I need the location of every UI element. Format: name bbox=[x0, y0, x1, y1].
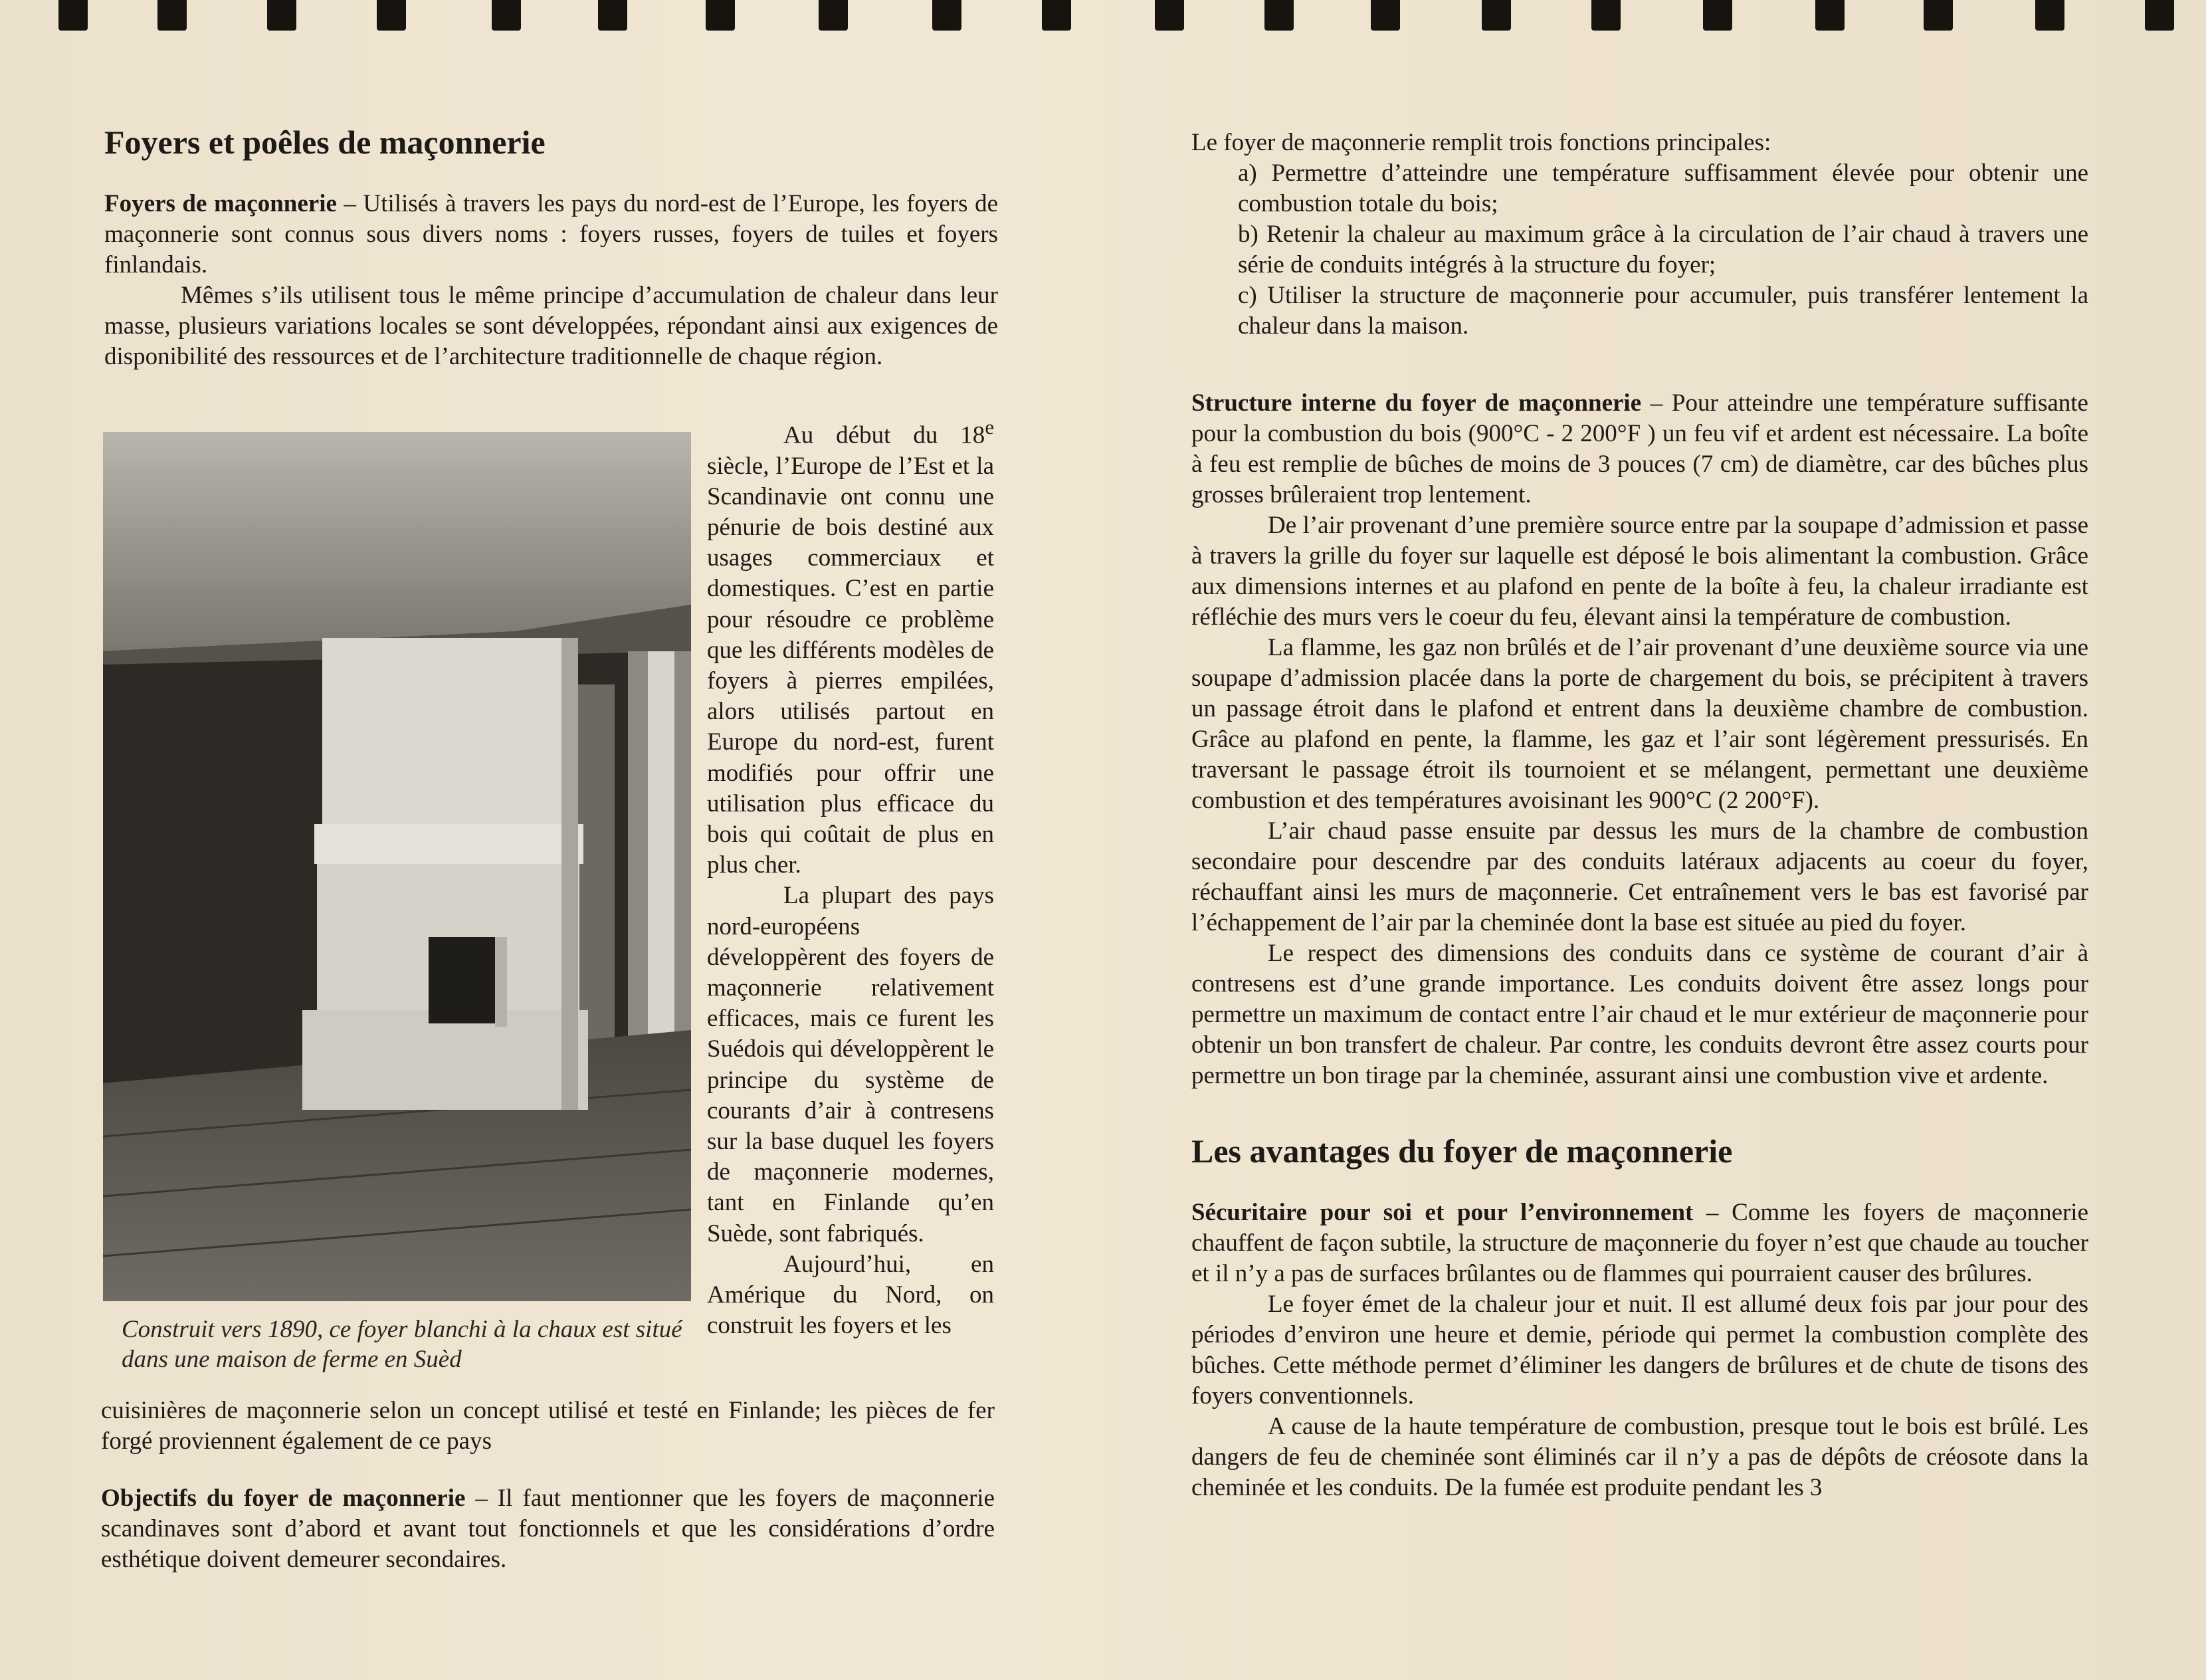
photo-caption: Construit vers 1890, ce foyer blanchi à la chaux est situé dans une maison de ferme en Suèd bbox=[122, 1316, 682, 1373]
list-item: c) Utiliser la structure de maçonnerie pour accumuler, puis transférer lentement la chaleur dans la maison. bbox=[1238, 282, 2088, 340]
section-heading: Objectifs du foyer de maçonnerie bbox=[101, 1485, 466, 1512]
binding-ring bbox=[1815, 0, 1845, 31]
binding-ring bbox=[706, 0, 735, 31]
paragraph: Le respect des dimensions des conduits dans ce système de courant d’air à contresens est d’une grande importance. Les conduits doivent être assez longs pour permettre un maximum de contact entre l’air chaud et le mur extérieur de maçonnerie pour obtenir un bon transfert de chaleur. Par contre, les conduits devront être assez courts pour permettre un bon tirage par la cheminée, assurant ainsi une combustion vive et ardente. bbox=[1191, 940, 2088, 1089]
fireplace-photo bbox=[103, 432, 691, 1301]
paragraph: La plupart des pays nord-européens développèrent des foyers de maçonnerie relativement efficaces, mais ce furent les Suédois qui développèrent le principe du système de courants d’air à contresens sur la base duquel les foyers de maçonnerie modernes, tant en Finlande qu’en Suède, sont fabriqués. bbox=[707, 882, 994, 1247]
side-column bbox=[707, 412, 994, 1341]
left-top-column bbox=[104, 122, 998, 372]
page-title: Foyers et poêles de maçonnerie bbox=[104, 124, 546, 161]
paragraph: Mêmes s’ils utilisent tous le même principe d’accumulation de chaleur dans leur masse, plusieurs variations locales se sont développées, répondant ainsi aux exigences de disponibilité des ressources et de l’architecture traditionnelle de chaque région. bbox=[104, 282, 998, 370]
right-column bbox=[1191, 128, 2088, 1503]
list-item: b) Retenir la chaleur au maximum grâce à la circulation de l’air chaud à travers une série de conduits intégrés à la structure du foyer; bbox=[1238, 221, 2088, 278]
binding-ring bbox=[932, 0, 961, 31]
binding-ring bbox=[2035, 0, 2064, 31]
spiral-binding bbox=[0, 0, 2206, 40]
left-bottom-column bbox=[101, 1396, 995, 1575]
binding-ring bbox=[492, 0, 521, 31]
paragraph: Le foyer de maçonnerie remplit trois fonctions principales: bbox=[1191, 129, 1771, 156]
section-heading: Structure interne du foyer de maçonnerie bbox=[1191, 389, 1642, 417]
paragraph: Foyers de maçonnerie – Utilisés à travers les pays du nord-est de l’Europe, les foyers de maçonnerie sont connus sous divers noms : foyers russes, foyers de tuiles et foyers finlandais. bbox=[104, 190, 999, 278]
binding-ring bbox=[1371, 0, 1400, 31]
paragraph: Sécuritaire pour soi et pour l’environnement – Comme les foyers de maçonnerie chauffent de façon subtile, la structure de maçonnerie du foyer n’est que chaude au toucher et il n’y a pas de surfaces brûlantes ou de flammes qui pourraient causer des brûlures. bbox=[1191, 1199, 2089, 1287]
section-heading: Sécuritaire pour soi et pour l’environnement bbox=[1191, 1199, 1694, 1226]
section-title: Les avantages du foyer de maçonnerie bbox=[1191, 1132, 1733, 1170]
binding-ring bbox=[1482, 0, 1511, 31]
binding-ring bbox=[1703, 0, 1732, 31]
paragraph: De l’air provenant d’une première source entre par la soupape d’admission et passe à travers la grille du foyer sur laquelle est déposé le bois alimentant la combustion. Grâce aux dimensions internes et au plafond en pente de la boîte à feu, la chaleur irradiante est réfléchie des murs vers le coeur du feu, élevant ainsi la température de combustion. bbox=[1191, 512, 2088, 631]
paragraph: cuisinières de maçonnerie selon un concept utilisé et testé en Finlande; les pièces de fer forgé proviennent également de ce pays bbox=[101, 1397, 995, 1455]
paragraph: L’air chaud passe ensuite par dessus les murs de la chambre de combustion secondaire pour descendre par des conduits latéraux adjacents au coeur du foyer, réchauffant ainsi les murs de maçonnerie. Cet entraînement vers le bas est favorisé par l’échappement de l’air par la cheminée dont la base est située au pied du foyer. bbox=[1191, 817, 2088, 936]
binding-ring bbox=[157, 0, 187, 31]
binding-ring bbox=[1924, 0, 1953, 31]
binding-ring bbox=[58, 0, 88, 31]
binding-ring bbox=[598, 0, 627, 31]
paragraph: Au début du 18e siècle, l’Europe de l’Est et la Scandinavie ont connu une pénurie de bois destiné aux usages commerciaux et domestiques. C’est en partie pour résoudre ce problème que les différents modèles de foyers à pierres empilées, alors utilisés partout en Europe du nord-est, furent modifiés pour offrir une utilisation plus efficace du bois qui coûtait de plus en plus cher. bbox=[707, 416, 994, 879]
binding-ring bbox=[1264, 0, 1294, 31]
list-item: a) Permettre d’atteindre une température suffisamment élevée pour obtenir une combustion totale du bois; bbox=[1238, 159, 2088, 217]
paragraph: La flamme, les gaz non brûlés et de l’air provenant d’une deuxième source via une soupape d’admission placée dans la porte de chargement du bois, se précipitent à travers un passage étroit dans le plafond et entrent dans la deuxième chambre de combustion. Grâce au plafond en pente, la flamme, les gaz et l’air sont légèrement pressurisés. En traversant le passage étroit ils tournoient et se mélangent, permettant une deuxième combustion et des températures avoisinant les 900°C (2 200°F). bbox=[1191, 634, 2088, 814]
binding-ring bbox=[267, 0, 296, 31]
paragraph: A cause de la haute température de combustion, presque tout le bois est brûlé. Les dangers de feu de cheminée sont éliminés car il n’y a pas de dépôts de créosote dans la cheminée et les conduits. De la fumée est produite pendant les 3 bbox=[1191, 1413, 2088, 1501]
binding-ring bbox=[1042, 0, 1071, 31]
paragraph: Aujourd’hui, en Amérique du Nord, on construit les foyers et les bbox=[707, 1250, 994, 1340]
section-heading: Foyers de maçonnerie bbox=[104, 190, 337, 217]
binding-ring bbox=[2145, 0, 2174, 31]
paragraph: Objectifs du foyer de maçonnerie – Il faut mentionner que les foyers de maçonnerie scandinaves sont d’abord et avant tout fonctionnels et que les considérations d’ordre esthétique doivent demeurer secondaires. bbox=[101, 1485, 995, 1573]
binding-ring bbox=[819, 0, 848, 31]
binding-ring bbox=[1155, 0, 1184, 31]
paragraph: Structure interne du foyer de maçonnerie – Pour atteindre une température suffisante pour la combustion du bois (900°C - 2 200°F ) un feu vif et ardent est nécessaire. La boîte à feu est remplie de bûches de moins de 3 pouces (7 cm) de diamètre, car des bûches plus grosses brûleraient trop lentement. bbox=[1191, 389, 2088, 508]
paragraph: Le foyer émet de la chaleur jour et nuit. Il est allumé deux fois par jour pour des périodes d’environ une heure et demie, période qui permet la combustion complète des bûches. Cette méthode permet d’éliminer les dangers de brûlures et de chute de tisons des foyers conventionnels. bbox=[1191, 1291, 2088, 1410]
binding-ring bbox=[377, 0, 406, 31]
binding-ring bbox=[1591, 0, 1621, 31]
